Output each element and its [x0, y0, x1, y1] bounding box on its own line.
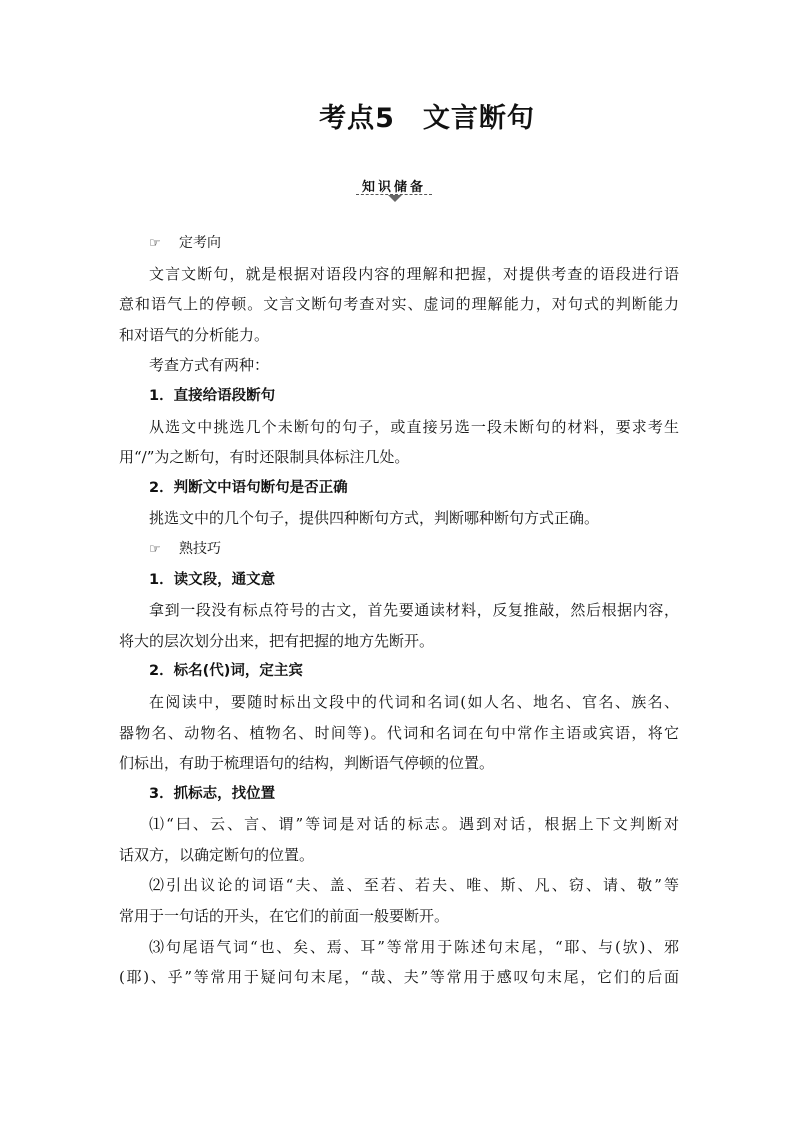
paragraph-line: 话双方，以确定断句的位置。: [119, 845, 315, 864]
paragraph-line: ⑴“曰、云、言、谓”等词是对话的标志。遇到对话，根据上下文判断对: [149, 815, 679, 834]
title-topic-number: 考点5: [319, 103, 395, 134]
item-heading: 1．读文段，通文意: [149, 571, 276, 588]
paragraph-line: 挑选文中的几个句子，提供四种断句方式，判断哪种断句方式正确。: [149, 509, 600, 528]
paragraph-line: 用“/”为之断句，有时还限制具体标注几处。: [119, 448, 410, 467]
item-heading: 3．抓标志，找位置: [149, 785, 276, 802]
paragraph-line: ⑵引出议论的词语“夫、盖、至若、若夫、唯、斯、凡、窃、请、敬”等: [149, 876, 679, 895]
paragraph-line: 器物名、动物名、植物名、时间等)。代词和名词在句中常作主语或宾语，将它: [119, 723, 679, 742]
paragraph-line: 们标出，有助于梳理语句的结构，判断语气停顿的位置。: [119, 754, 495, 773]
item-heading: 2．判断文中语句断句是否正确: [149, 479, 348, 496]
paragraph-line: 从选文中挑选几个未断句的句子，或直接另选一段未断句的材料，要求考生: [149, 417, 679, 436]
paragraph-line: 文言文断句，就是根据对语段内容的理解和把握，对提供考查的语段进行语: [149, 264, 679, 283]
page-title: [0, 96, 794, 135]
paragraph-line: 拿到一段没有标点符号的古文，首先要通读材料，反复推敲，然后根据内容，: [149, 601, 679, 620]
paragraph-line: 在阅读中，要随时标出文段中的代词和名词(如人名、地名、官名、族名、: [149, 692, 679, 711]
pointing-hand-icon: ☞: [149, 541, 161, 557]
paragraph-line: (耶)、乎”等常用于疑问句末尾，“哉、夫”等常用于感叹句末尾，它们的后面: [119, 968, 679, 987]
paragraph-line: 将大的层次划分出来，把有把握的地方先断开。: [119, 631, 435, 650]
paragraph-line: 和对语气的分析能力。: [119, 325, 270, 344]
document-body: [119, 228, 679, 993]
pointing-hand-icon: ☞: [149, 236, 161, 251]
item-heading: 2．标名(代)词，定主宾: [149, 663, 303, 680]
paragraph-line: 常用于一句话的开头，在它们的前面一般要断开。: [119, 907, 450, 926]
section-label: 知识储备: [361, 180, 426, 195]
paragraph-line: 考查方式有两种：: [149, 356, 270, 375]
paragraph-line: ⑶句尾语气词“也、矣、焉、耳”等常用于陈述句末尾，“耶、与(欤)、邪: [149, 937, 679, 956]
paragraph-line: 意和语气上的停顿。文言文断句考查对实、虚词的理解能力，对句式的判断能力: [119, 295, 679, 314]
down-triangle-icon: [388, 195, 402, 202]
subsection-heading: ☞ 定考向: [119, 228, 679, 259]
title-topic-name: 文言断句: [422, 103, 535, 134]
item-heading: 1．直接给语段断句: [149, 387, 276, 404]
subsection-heading: ☞ 熟技巧: [119, 534, 679, 565]
